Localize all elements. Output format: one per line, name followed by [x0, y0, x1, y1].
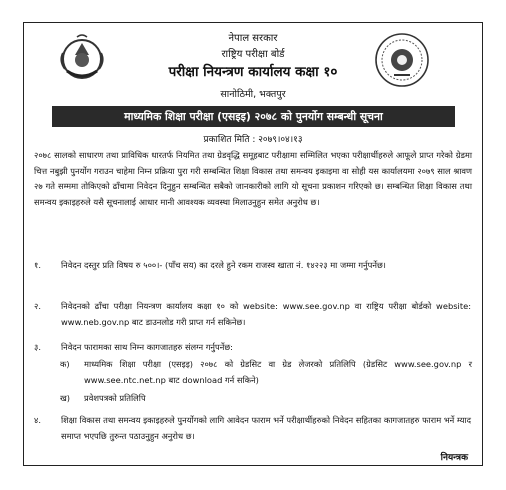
sub-item-label: क) — [60, 359, 70, 369]
published-date: प्रकाशित मिति : २०७९।०४।१३ — [203, 135, 303, 145]
intro-paragraph: २०७८ सालको साधारण तथा प्राविधिक धारतर्फ नियमित तथा ग्रेडवृद्धि समूहबाट परीक्षामा सम्मिलित भएका परीक्षार्थीहरुले आफूले प्राप्त गरेको ग्रेडमा चित्त नबुझी पुनर्योग गराउन चाहेमा निम्न प्रक्रिया पुरा गरी सम्बन्धित शिक्षा विकास तथा समन्वय इकाइमा वा सोही यस कार्यालयमा २०७९ साल श्रावण २७ गते सम्ममा तोकिएको ढाँचामा निवेदन दिनुहुन सम्बन्धित सबैको जानकारीको लागि यो सूचना प्रकाशन गरिएको छ। सम्बन्धित शिक्षा विकास तथा समन्वय इकाइहरुले यसै सूचनालाई आधार मानी आवश्यक व्यवस्था मिलाउनुहुन समेत अनुरोध छ। — [34, 150, 472, 207]
office-title: परीक्षा नियन्त्रण कार्यालय कक्षा १० — [168, 64, 338, 80]
list-item-number: ४. — [34, 415, 41, 425]
signatory-title: नियन्त्रक — [440, 453, 468, 463]
sub-item-text: प्रवेशपत्रको प्रतिलिपि — [84, 393, 146, 403]
list-item-text: निवेदन दस्तुर प्रति विषय रु ५००।- (पाँच सय) का दरले हुने रकम राजस्व खाता नं. १४२२३ मा जम्मा गर्नुपर्नेछ। — [61, 260, 386, 270]
list-item-number: ३. — [34, 342, 41, 352]
list-item-text: निवेदन फारामका साथ निम्न कागजातहरु संलग्न गर्नुपर्नेछ: — [61, 342, 233, 352]
sub-item-text: माध्यमिक शिक्षा परीक्षा (एसइइ) २०७८ को ग्रेडसिट वा ग्रेड लेजरको प्रतिलिपि (ग्रेडसिट www.see.gov.np र www.see.ntc.net.np बाट download गर्न सकिने) — [84, 359, 472, 385]
sub-item-label: ख) — [60, 393, 71, 403]
list-item-text: शिक्षा विकास तथा समन्वय इकाइहरुले पुनर्योगको लागि आवेदन फाराम भर्ने परीक्षार्थीहरुको निवेदन सहितका कागजातहरु फाराम भर्ने म्याद समाप्त भएपछि तुरुन्त पठाउनुहुन अनुरोध छ। — [61, 415, 471, 441]
list-item-text: निवेदनको ढाँचा परीक्षा नियन्त्रण कार्यालय कक्षा १० को website: www.see.gov.np वा राष्ट्रिय परीक्षा बोर्डको website: www.neb.gov.np बाट डाउनलोड गरी प्राप्त गर्न सकिनेछ। — [61, 301, 471, 327]
notice-title-banner: माध्यमिक शिक्षा परीक्षा (एसइइ) २०७८ को पुनर्योग सम्बन्धी सूचना — [52, 106, 455, 127]
list-item-number: २. — [34, 301, 41, 311]
office-location: सानोठिमी, भक्तपुर — [220, 89, 286, 100]
list-item-number: १. — [34, 260, 41, 270]
government-name: नेपाल सरकार — [228, 33, 278, 44]
board-name: राष्ट्रिय परीक्षा बोर्ड — [221, 49, 285, 60]
